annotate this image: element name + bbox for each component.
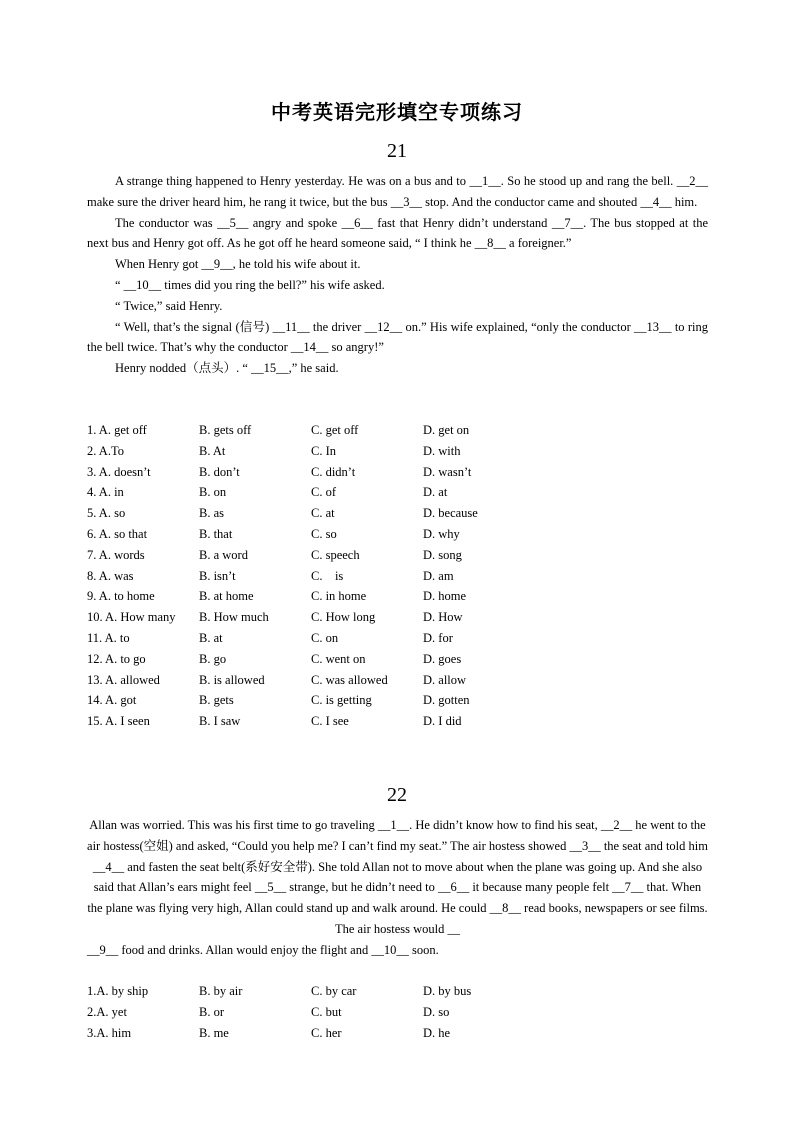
option-d: D. How: [423, 610, 463, 625]
option-row: [87, 441, 533, 462]
option-d: D. am: [423, 568, 454, 583]
option-c: C. so: [311, 526, 337, 541]
option-row: [87, 1002, 533, 1023]
section-number-22: 22: [387, 784, 407, 806]
option-b: B. that: [199, 526, 233, 541]
option-d: D. allow: [423, 672, 467, 687]
option-a: 1.A. by ship: [87, 984, 149, 998]
option-b: B. How much: [199, 610, 269, 625]
passage-paragraph: __9__ food and drinks. Allan would enjoy the flight and __10__ soon.: [87, 942, 439, 957]
option-a: 3.A. him: [87, 1025, 132, 1040]
passage-paragraph: A strange thing happened to Henry yesterday. He was on a bus and to __1__. So he stood up and rang the bell. __2__ make sure the driver heard him, he rang it twice, but the bus __3__ stop. And the conductor came and shouted __4__ him.: [87, 174, 708, 209]
option-b: B. gets off: [199, 423, 252, 437]
option-d: D. get on: [423, 423, 470, 437]
option-a: 14. A. got: [87, 693, 137, 708]
passage-paragraph: “ __10__ times did you ring the bell?” his wife asked.: [115, 277, 385, 292]
option-b: B. don’t: [199, 464, 240, 479]
option-d: D. for: [423, 630, 453, 645]
option-d: D. home: [423, 589, 467, 604]
option-b: B. me: [199, 1025, 229, 1040]
option-row: [87, 649, 533, 670]
option-c: C. in home: [311, 589, 367, 604]
options-21: [87, 420, 533, 732]
option-row: [87, 586, 533, 607]
option-row: [87, 545, 533, 566]
option-b: B. go: [199, 651, 227, 666]
option-b: B. isn’t: [199, 568, 236, 583]
option-c: C. of: [311, 485, 336, 500]
option-c: C. speech: [311, 547, 360, 562]
option-b: B. on: [199, 485, 227, 500]
option-row: [87, 503, 533, 524]
section-number-21: 21: [387, 140, 407, 162]
option-c: C. but: [311, 1004, 342, 1019]
option-a: 13. A. allowed: [87, 672, 160, 687]
option-b: B. at home: [199, 589, 254, 604]
passage-paragraph: Allan was worried. This was his first time to go traveling __1__. He didn’t know how to find his seat, __2__ he went to the air hostess(空姐) and asked, “Could you help me? I can’t find my seat.” The air hostess showed __3__ the seat and told him __4__ and fasten the seat belt(系好安全带). She told Allan not to move about when the plane was going up. And she also said that Allan’s ears might feel __5__ strange, but he didn’t need to __6__ it because many people felt __7__ that. When the plane was flying very high, Allan could stand up and walk around. He could __8__ read books, newspapers or see films. The air hostess would __: [87, 818, 708, 936]
option-c: C. get off: [311, 423, 359, 437]
option-c: C. was allowed: [311, 672, 388, 687]
option-c: C. at: [311, 506, 335, 521]
option-a: 12. A. to go: [87, 651, 146, 666]
option-a: 11. A. to: [87, 630, 130, 645]
option-a: 2. A.To: [87, 443, 124, 458]
option-d: D. he: [423, 1025, 451, 1040]
option-d: D. by bus: [423, 984, 472, 998]
option-row: [87, 981, 533, 1002]
option-a: 15. A. I seen: [87, 714, 150, 729]
option-a: 5. A. so: [87, 506, 126, 521]
option-a: 7. A. words: [87, 547, 145, 562]
option-row: [87, 628, 533, 649]
passage-paragraph: “ Well, that’s the signal (信号) __11__ the driver __12__ on.” His wife explained, “only the conductor __13__ to ring the bell twice. That’s why the conductor __14__ so angry!”: [87, 319, 708, 355]
option-d: D. why: [423, 526, 460, 541]
option-c: C. I see: [311, 714, 349, 729]
passage-21: [87, 171, 708, 379]
option-b: B. gets: [199, 693, 234, 708]
passage-22: [87, 815, 708, 961]
passage-paragraph: Henry nodded（点头）. “ __15__,” he said.: [115, 361, 339, 376]
option-d: D. wasn’t: [423, 464, 472, 479]
option-c: C. is getting: [311, 693, 372, 708]
option-d: D. at: [423, 485, 448, 500]
passage-paragraph: The conductor was __5__ angry and spoke __6__ fast that Henry didn’t understand __7__. The bus stopped at the next bus and Henry got off. As he got off he heard someone said, “ I think he __8__ a foreigner.”: [87, 215, 708, 251]
option-row: [87, 420, 533, 441]
option-row: [87, 1023, 533, 1044]
option-c: C. on: [311, 630, 339, 645]
option-b: B. is allowed: [199, 672, 265, 687]
option-row: [87, 711, 533, 732]
option-b: B. At: [199, 443, 226, 458]
option-c: C. is: [311, 568, 344, 583]
option-row: [87, 482, 533, 503]
options-22: [87, 981, 533, 1043]
passage-paragraph: “ Twice,” said Henry.: [115, 298, 223, 313]
option-b: B. a word: [199, 547, 248, 562]
option-d: D. so: [423, 1004, 450, 1019]
option-a: 6. A. so that: [87, 526, 148, 541]
option-b: B. I saw: [199, 714, 241, 729]
option-row: [87, 524, 533, 545]
option-row: [87, 670, 533, 691]
option-a: 4. A. in: [87, 485, 124, 500]
option-d: D. song: [423, 547, 462, 562]
option-d: D. goes: [423, 651, 462, 666]
option-b: B. or: [199, 1004, 224, 1019]
option-b: B. by air: [199, 984, 243, 998]
option-c: C. by car: [311, 984, 357, 998]
passage-paragraph: When Henry got __9__, he told his wife about it.: [115, 257, 361, 272]
option-c: C. didn’t: [311, 464, 356, 479]
option-d: D. gotten: [423, 693, 470, 708]
page-title: 中考英语完形填空专项练习: [271, 102, 523, 124]
option-row: [87, 566, 533, 587]
option-a: 1. A. get off: [87, 423, 147, 437]
option-c: C. her: [311, 1025, 342, 1040]
option-c: C. How long: [311, 610, 376, 625]
option-d: D. with: [423, 443, 461, 458]
option-row: [87, 607, 533, 628]
option-c: C. In: [311, 443, 336, 458]
option-a: 10. A. How many: [87, 610, 176, 625]
option-c: C. went on: [311, 651, 366, 666]
option-b: B. at: [199, 630, 223, 645]
option-a: 8. A. was: [87, 568, 134, 583]
option-b: B. as: [199, 506, 224, 521]
option-a: 9. A. to home: [87, 589, 155, 604]
option-row: [87, 462, 533, 483]
option-row: [87, 690, 533, 711]
option-d: D. I did: [423, 714, 462, 729]
option-d: D. because: [423, 506, 478, 521]
option-a: 2.A. yet: [87, 1004, 127, 1019]
option-a: 3. A. doesn’t: [87, 464, 151, 479]
